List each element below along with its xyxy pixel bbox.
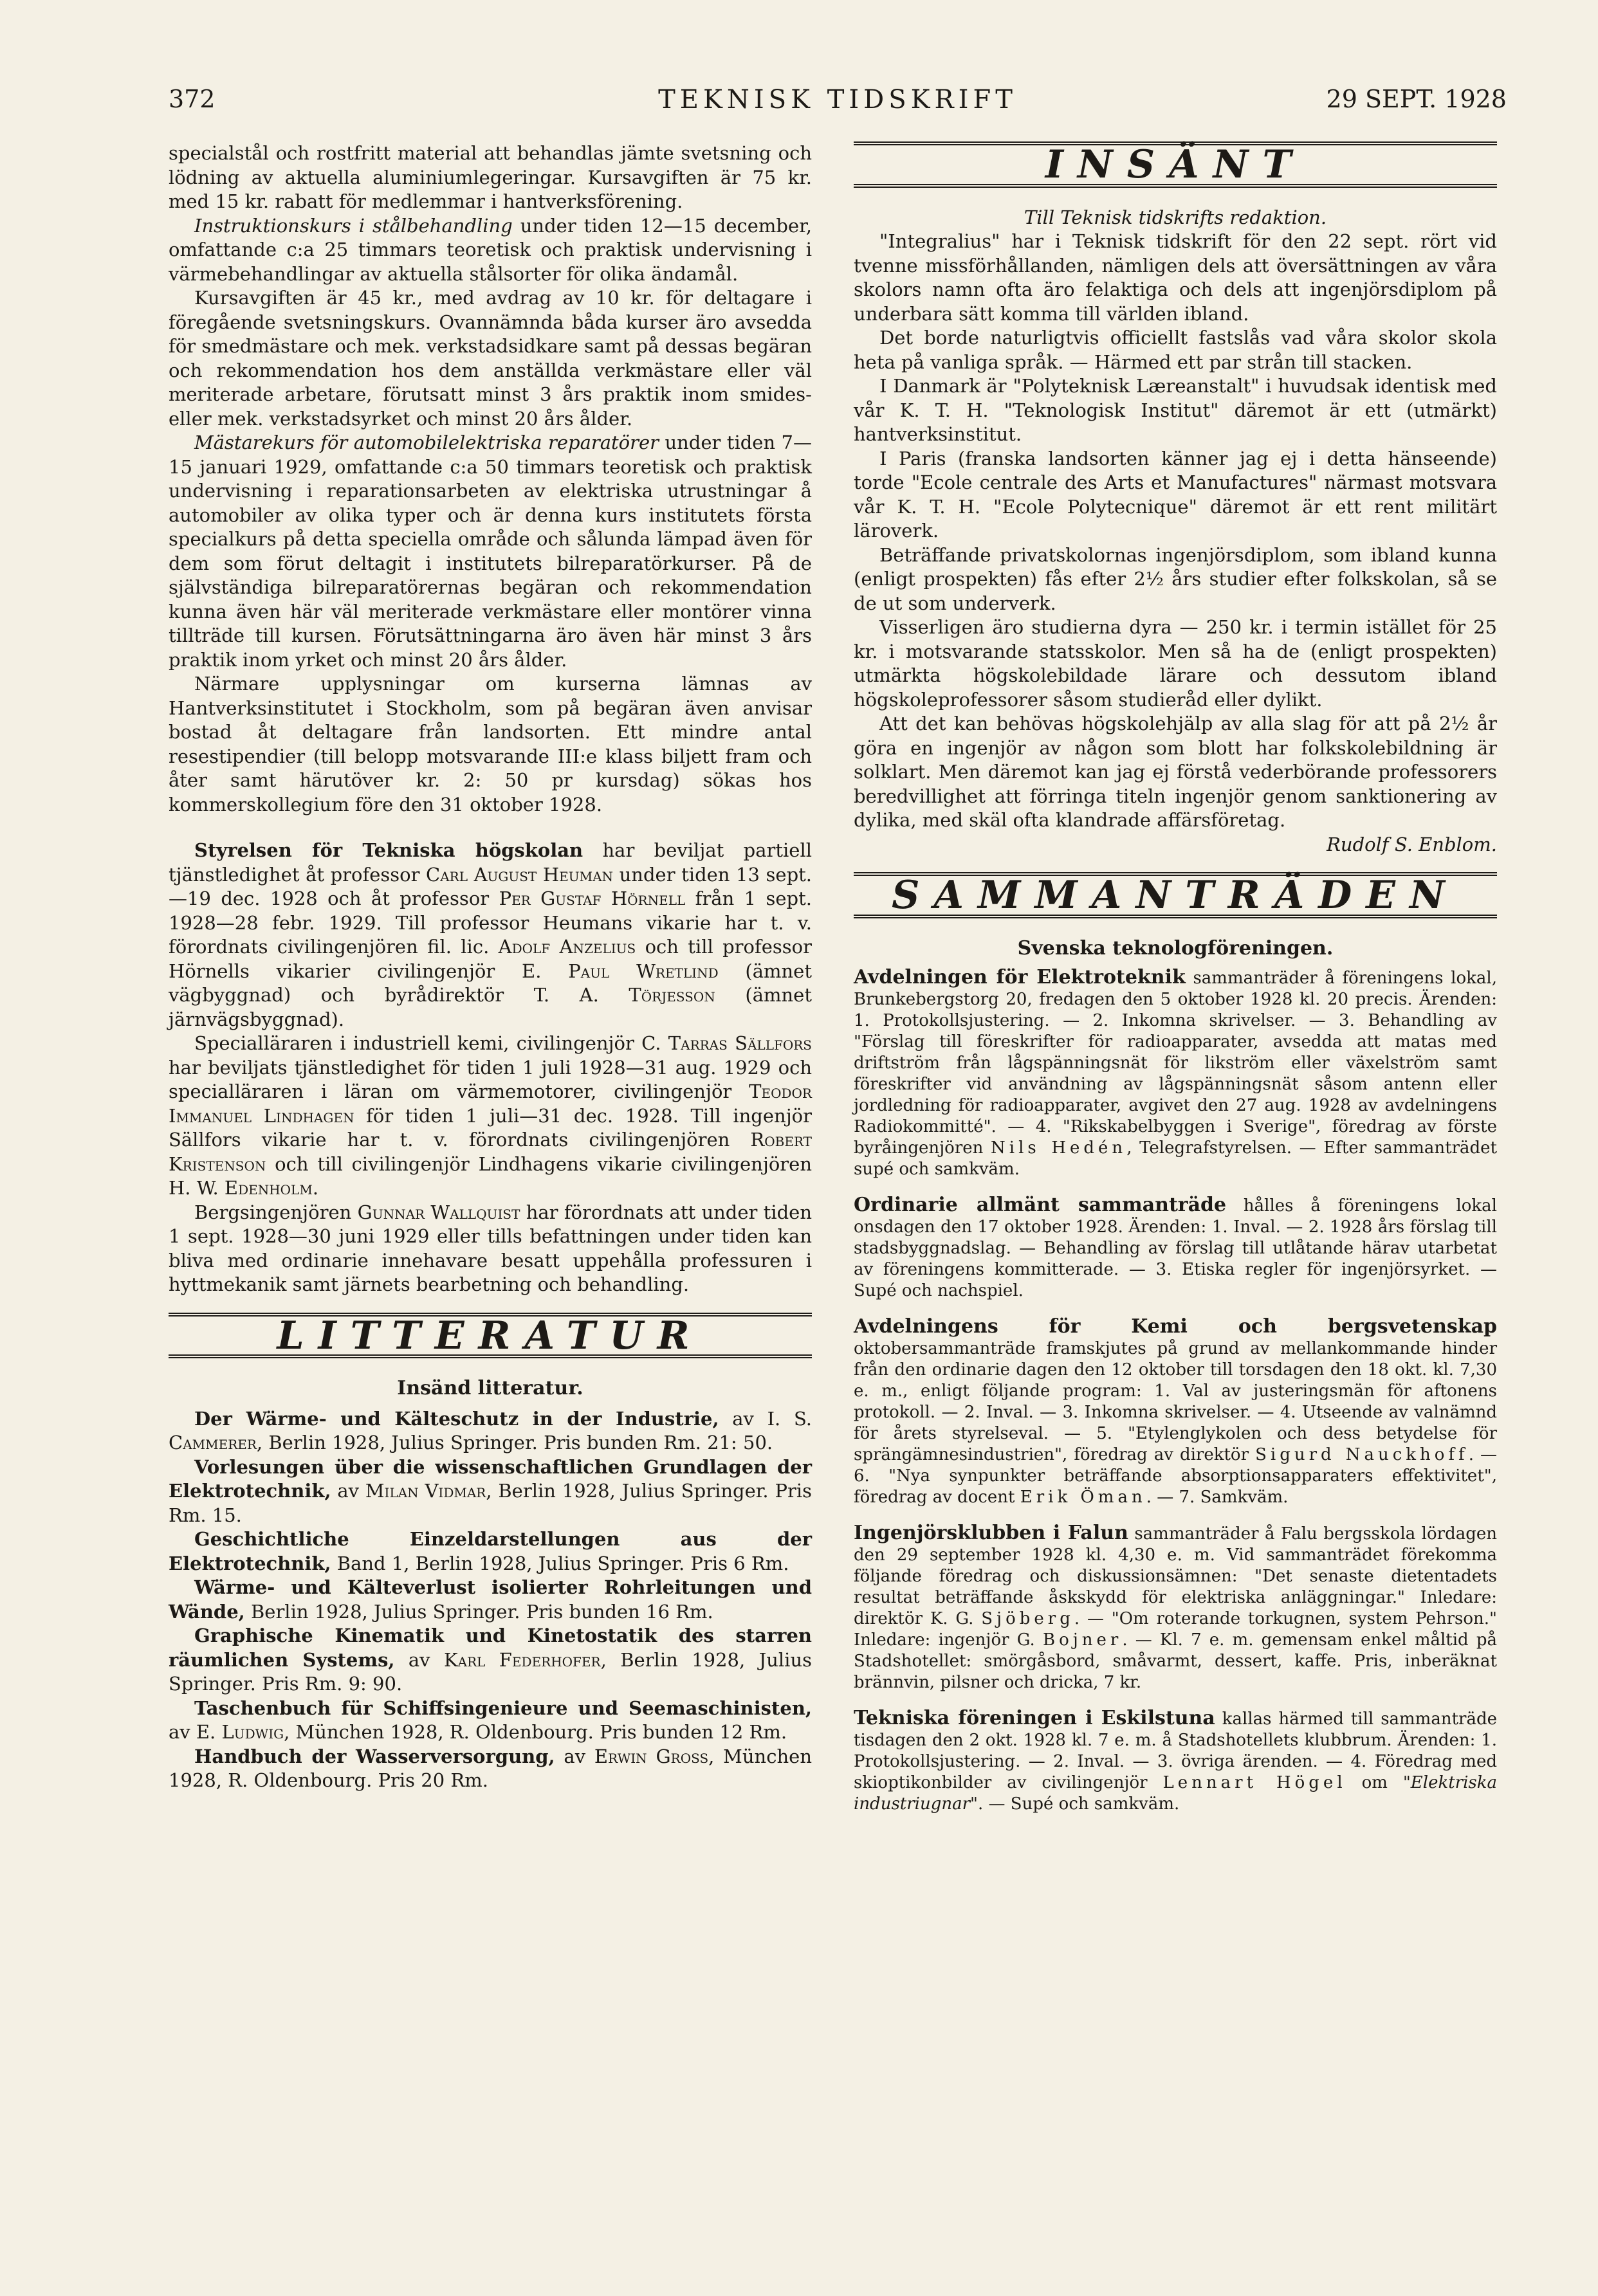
right-column — [854, 141, 1497, 1815]
book-entry: Graphische Kinematik und Kinetostatik des starren räumlichen Systems, av Karl Federhofer, Berlin 1928, Julius Springer. Pris Rm. 9: 90. — [169, 1625, 813, 1695]
meeting-notice: Tekniska föreningen i Eskilstuna kallas härmed till sammanträde tisdagen den 2 okt. 1928 kl. 7 e. m. å Stadshotellets klubbrum. Ärenden: 1. Protokollsjustering. — 2. Inval. — 3. övriga ärenden. — 4. Föredrag med skioptikonbilder av civilingenjör Lennart Högel om "Elektriska industriugnar". — Supé och samkväm. — [854, 1707, 1497, 1814]
course-paragraph-5: Närmare upplysningar om kurserna lämnas av Hantverksinstitutet i Stockholm, som på begäran även anvisar bostad åt deltagare från landsorten. Ett mindre antal resestipendier (till belopp motsvarande III:e klass biljett fram och åter samt härutöver kr. 2: 50 pr kursdag) sökas hos kommerskollegium före den 31 oktober 1928. — [169, 673, 812, 815]
course-paragraph-3: Kursavgiften är 45 kr., med avdrag av 10 kr. för deltagare i föregående svetsningskurs. Ovannämnda båda kurser äro avsedda för smedmästare och mek. verkstadsidkare samt på dessas begäran och rekommendation hos dem anställda verkmästare eller väl meriterade arbetare, förutsatt minst 3 års praktik inom smides- eller mek. verkstadsyrket och minst 20 års ålder. — [169, 287, 812, 430]
letter-paragraph: I Paris (franska landsorten känner jag ej i detta hänseende) torde "Ecole centrale des Arts et Manufactures" närmast motsvara vår K. T. H. "Ecole Polytecnique" däremot är ett rent militärt läroverk. — [854, 447, 1497, 542]
page-number: 372 — [169, 85, 216, 113]
sammantraden-subheading: Svenska teknologföreningen. — [1017, 936, 1334, 960]
bergsingenjor-paragraph: Bergsingenjören Gunnar Wallquist har förordnats att under tiden 1 sept. 1928—30 juni 1929 eller tills befattningen under tiden kan bliva med ordinarie innehavare besatt uppehålla professuren i hyttmekanik samt järnets bearbetning och behandling. — [169, 1201, 813, 1295]
letter-paragraph: Att det kan behövas högskolehjälp av alla slag för att på 2½ år göra en ingenjör av någon som blott har folkskolebildning är solklart. Men däremot kan jag ej förstå vederbörande professorers beredvillighet att förringa titeln ingenjör genom sanktionering av dylika, med skäl ofta klandrade affärsföretag. — [854, 713, 1497, 831]
course-paragraph-2: Instruktionskurs i stålbehandling under tiden 12—15 december, omfattande c:a 25 timmars teoretisk och praktisk undervisning i värmebehandlingar av aktuella stålsorter för olika ändamål. — [169, 214, 813, 285]
litteratur-subheading: Insänd litteratur. — [397, 1377, 583, 1399]
insant-banner: INSÄNT — [854, 141, 1497, 188]
letter-signature: Rudolf S. Enblom. — [1327, 833, 1497, 855]
letter-paragraph: I Danmark är "Polyteknisk Læreanstalt" i huvudsak identisk med vår K. T. H. "Teknologisk Institut" däremot är ett (utmärkt) hantverksinstitut. — [854, 375, 1497, 445]
speciallarare-paragraph: Specialläraren i industriell kemi, civilingenjör C. Tarras Sällfors har beviljats tjänstledighet för tiden 1 juli 1928—31 aug. 1929 och specialläraren i läran om värmemotorer, civilingenjör Teodor Immanuel Lindhagen för tiden 1 juli—31 dec. 1928. Till ingenjör Sällfors vikarie har t. v. förordnats civilingenjören Robert Kristenson och till civilingenjör Lindhagens vikarie civilingenjören H. W. Edenholm. — [169, 1032, 813, 1199]
page-header — [169, 85, 1507, 123]
meeting-notice: Ingenjörsklubben i Falun sammanträder å Falu bergsskola lördagen den 29 september 1928 kl. 4,30 e. m. Vid sammanträdet förekomma följande föredrag och diskussionsämnen: "Det senaste dietentadets resultat beträffande åskskydd för elektriska anläggningar." Inledare: direktör K. G. Sjöberg. — "Om roterande torkugnen, system Pehrson." Inledare: ingenjör G. Bojner. — Kl. 7 e. m. gemensam enkel måltid på Stadshotellet: smörgåsbord, småvarmt, dessert, kaffe. Pris, inberäknat brännvin, pilsner och dricka, 7 kr. — [854, 1522, 1498, 1692]
course-paragraph-1: specialstål och rostfritt material att behandlas jämte svetsning och lödning av aktuella aluminiumlegeringar. Kursavgiften är 75 kr. med 15 kr. rabatt för medlemmar i hantverksförening. — [169, 142, 812, 212]
letter-paragraph: "Integralius" har i Teknisk tidskrift för den 22 sept. rört vid tvenne missförhållanden, nämligen dels att översättningen av våra skolors namn ofta äro felaktiga och dels att ingenjörsdiplom på underbara sätt komma till världen ibland. — [854, 230, 1497, 325]
meeting-notice: Avdelningens för Kemi och bergsvetenskap oktobersammanträde framskjutes på grund av mellankommande hinder från den ordinarie dagen den 12 oktober till torsdagen den 18 okt. kl. 7,30 e. m., enligt följande program: 1. Val av justeringsmän för aftonens protokoll. — 2. Inval. — 3. Inkomna skrivelser. — 4. Utseende av valnämnd för årets styrelseval. — 5. "Etylenglykolen och dess betydelse för sprängämnesindustrien", föredrag av direktör Sigurd Nauckhoff. — 6. "Nya synpunkter beträffande absorptionsapparaters effektivitet", föredrag av docent Erik Öman. — 7. Samkväm. — [854, 1315, 1498, 1507]
book-entry: Der Wärme- und Kälteschutz in der Industrie, av I. S. Cammerer, Berlin 1928, Julius Springer. Pris bunden Rm. 21: 50. — [169, 1407, 812, 1453]
book-entry: Vorlesungen über die wissenschaftlichen Grundlagen der Elektrotechnik, av Milan Vidmar, Berlin 1928, Julius Springer. Pris Rm. 15. — [169, 1455, 812, 1526]
letter-paragraph: Det borde naturligtvis officiellt fastslås vad våra skolor skola heta på vanliga språk. — Härmed ett par strån till stacken. — [854, 327, 1497, 373]
styrelsen-paragraph: Styrelsen för Tekniska högskolan har beviljat partiell tjänstledighet åt professor Carl August Heuman under tiden 13 sept.—19 dec. 1928 och åt professor Per Gustaf Hörnell från 1 sept. 1928—28 febr. 1929. Till professor Heumans vikarie har t. v. förordnats civilingenjören fil. lic. Adolf Anzelius och till professor Hörnells vikarier civilingenjör E. Paul Wretlind (ämnet vägbyggnad) och byrådirektör T. A. Törjesson (ämnet järnvägsbyggnad). — [169, 839, 813, 1030]
issue-date: 29 SEPT. 1928 — [1326, 85, 1507, 113]
journal-title: TEKNISK TIDSKRIFT — [658, 85, 1017, 114]
litteratur-banner: LITTERATUR — [169, 1313, 812, 1359]
sammantraden-banner: SAMMANTRÄDEN — [854, 872, 1497, 918]
book-entry: Taschenbuch für Schiffsingenieure und Seemaschinisten, av E. Ludwig, München 1928, R. Oldenbourg. Pris bunden 12 Rm. — [169, 1697, 812, 1743]
course-paragraph-4: Mästarekurs för automobilelektriska reparatörer under tiden 7—15 januari 1929, omfattande c:a 50 timmars teoretisk och praktisk undervisning i reparationsarbeten av elektriska utrustningar å automobiler av olika typer och är denna kurs institutets första specialkurs på detta speciella område och sålunda lämpad även för dem som förut deltagit i institutets bilreparatörkurser. På de självständiga bilreparatörernas begäran och rekommendation kunna även här väl meriterade verkmästare eller montörer vinna tillträde till kursen. Förutsättningarna äro även här minst 3 års praktik inom yrket och minst 20 års ålder. — [169, 432, 812, 671]
meeting-notice: Avdelningen för Elektroteknik sammanträder å föreningens lokal, Brunkebergstorg 20, fredagen den 5 oktober 1928 kl. 20 precis. Ärenden: 1. Protokollsjustering. — 2. Inkomna skrivelser. — 3. Behandling av "Förslag till föreskrifter för radioapparater, avsedda att matas med driftström från lågspänningsnät för likström eller växelström samt föreskrifter vid användning av lågspänningsnät såsom antenn eller jordledning för radioapparater, avgivet den 27 aug. 1928 av avdelningens Radiokommitté". — 4. "Rikskabelbyggen i Sverige", föredrag av förste byråingenjören Nils Hedén, Telegrafstyrelsen. — Efter sammanträdet supé och samkväm. — [854, 966, 1498, 1179]
letter-paragraph: Visserligen äro studierna dyra — 250 kr. i termin istället för 25 kr. i motsvarande statsskolor. Men så ha de (enligt prospekten) utmärkta högskolebildade lärare och dessutom ibland högskoleprofessorer såsom studieråd eller dylikt. — [854, 616, 1497, 711]
meeting-notice: Ordinarie allmänt sammanträde hålles å föreningens lokal onsdagen den 17 oktober 1928. Ärenden: 1. Inval. — 2. 1928 års förslag till stadsbyggnadslag. — Behandling av förslag till utlåtande härav utarbetat av föreningens kommitterade. — 3. Etiska regler för ingenjörsyrket. — Supé och nachspiel. — [854, 1194, 1497, 1300]
book-entry: Wärme- und Kälteverlust isolierter Rohrleitungen und Wände, Berlin 1928, Julius Springer. Pris bunden 16 Rm. — [169, 1576, 812, 1623]
letter-paragraph: Beträffande privatskolornas ingenjörsdiplom, som ibland kunna (enligt prospekten) fås efter 2½ års studier efter folkskolan, så se de ut som underverk. — [854, 543, 1497, 614]
letter-salutation: Till Teknisk tidskrifts redaktion. — [1024, 206, 1327, 228]
book-entry: Handbuch der Wasserversorgung, av Erwin Gross, München 1928, R. Oldenbourg. Pris 20 Rm. — [169, 1745, 812, 1791]
book-entry: Geschichtliche Einzeldarstellungen aus der Elektrotechnik, Band 1, Berlin 1928, Julius Springer. Pris 6 Rm. — [169, 1528, 812, 1574]
left-column — [169, 141, 812, 1793]
